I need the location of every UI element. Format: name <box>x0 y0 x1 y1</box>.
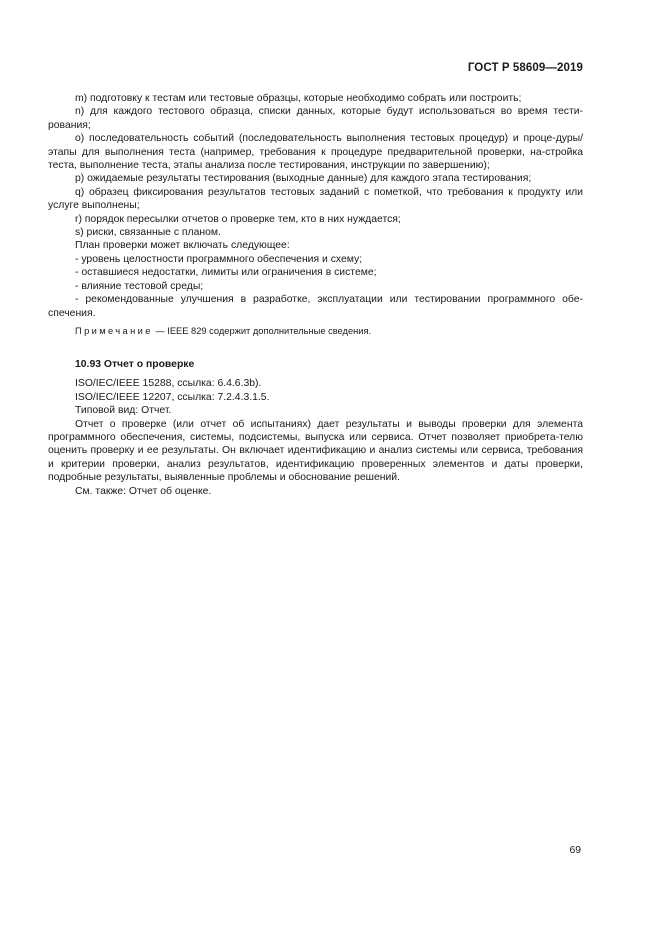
see-also: См. также: Отчет об оценке. <box>75 485 212 497</box>
list-item-p: p) ожидаемые результаты тестирования (выходные данные) для каждого этапа тестирования; <box>75 173 532 185</box>
list-item-n: n) для каждого тестового образца, списки данных, которые будут использоваться во время тести-рования; <box>48 106 583 131</box>
plan-item-integrity: - уровень целостности программного обеспечения и схему; <box>75 253 363 265</box>
reference-12207: ISO/IEC/IEEE 12207, ссылка: 7.2.4.3.1.5. <box>75 391 270 403</box>
list-item-q: q) образец фиксирования результатов тестовых заданий с пометкой, что требования к продукту или услуге выполнены; <box>48 186 583 212</box>
note <box>48 325 583 338</box>
list-item-s: s) риски, связанные с планом. <box>75 227 221 239</box>
reference-15288: ISO/IEC/IEEE 15288, ссылка: 6.4.6.3b). <box>75 378 262 390</box>
page-content <box>48 92 583 498</box>
note-label: Примечание <box>75 325 153 336</box>
list-item-o: o) последовательность событий (последовательность выполнения тестовых процедур) и проце-дуры/этапы для выполнения теста (например, требования к процедуре предварительной проверки, на-стройка теста, выполнение теста, этапы анализа после тестирования, инструкции по завершению); <box>48 133 583 172</box>
list-item-m: m) подготовку к тестам или тестовые образцы, которые необходимо собрать или построить; <box>75 93 522 104</box>
standard-header: ГОСТ Р 58609—2019 <box>467 62 583 74</box>
page-number: 69 <box>569 845 581 856</box>
definition: Отчет о проверке (или отчет об испытаниях) дает результаты и выводы проверки для элемента программного обеспечения, системы, подсистемы, выпуска или сервиса. Отчет позволяет приобрета-телю оценить проверку и ее результаты. Он включает идентификацию и анализ системы или сервиса, требования и критерии проверки, анализ результатов, идентификацию проверенных элементов и даты проверки, подробные результаты, выявленные проблемы и обоснование решений. <box>48 418 583 484</box>
type-line: Типовой вид: Отчет. <box>75 405 172 417</box>
plan-item-improvements: - рекомендованные улучшения в разработке, эксплуатации или тестировании программного обе-спечения. <box>48 294 583 319</box>
plan-item-deficiencies: - оставшиеся недостатки, лимиты или ограничения в системе; <box>75 267 377 279</box>
note-text: — IEEE 829 содержит дополнительные сведения. <box>152 325 372 336</box>
plan-intro: План проверки может включать следующее: <box>75 240 290 252</box>
section-title: 10.93 Отчет о проверке <box>75 358 195 370</box>
list-item-r: r) порядок пересылки отчетов о проверке тем, кто в них нуждается; <box>75 213 401 225</box>
plan-item-environment: - влияние тестовой среды; <box>75 280 204 292</box>
